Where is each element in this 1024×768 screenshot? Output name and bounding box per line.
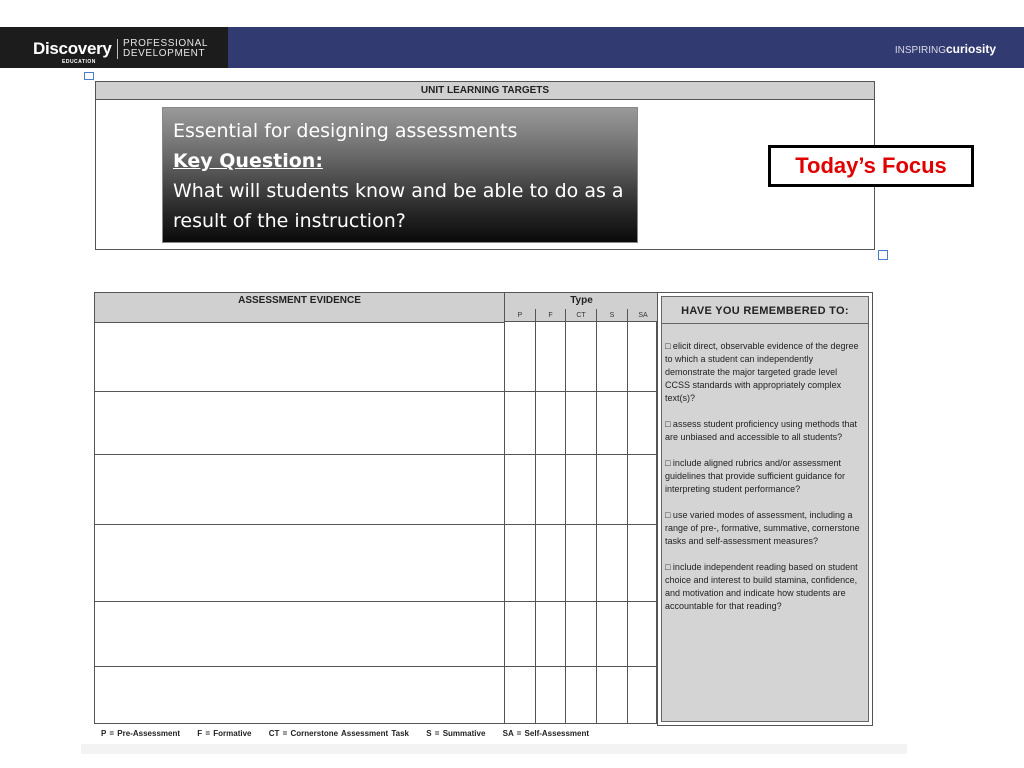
logo-pd-line1: PROFESSIONAL — [123, 38, 208, 49]
assessment-evidence-table — [94, 292, 657, 724]
header-banner — [0, 27, 1024, 68]
tagline — [895, 42, 996, 56]
table-row-divider — [95, 524, 656, 525]
reminders-panel — [657, 292, 873, 726]
unit-learning-targets-title: UNIT LEARNING TARGETS — [96, 82, 874, 100]
table-row-divider — [95, 454, 656, 455]
reminders-title: HAVE YOU REMEMBERED TO: — [681, 305, 849, 317]
table-col-divider — [535, 322, 536, 723]
table-col-divider — [504, 322, 505, 723]
reminder-item: □ use varied modes of assessment, including a range of pre-, formative, summative, cornerstone tasks and self-assessment measures? — [665, 510, 860, 546]
type-legend — [101, 729, 603, 738]
assessment-evidence-title: ASSESSMENT EVIDENCE — [95, 293, 505, 323]
reminder-item: □ include aligned rubrics and/or assessment guidelines that provide sufficient guidance for interpreting student performance? — [665, 458, 845, 494]
legend-item: S = Summative — [426, 729, 486, 738]
table-row-divider — [95, 601, 656, 602]
footer-strip — [81, 744, 907, 754]
key-question-label: Key Question: — [173, 150, 323, 172]
resize-handle-icon[interactable] — [878, 250, 888, 260]
callout-line1: Essential for designing assessments — [173, 120, 518, 142]
key-question-callout — [162, 107, 638, 243]
type-col-ct: CT — [566, 309, 597, 322]
type-col-sa: SA — [628, 309, 658, 322]
legend-item: CT = Cornerstone Assessment Task — [268, 729, 410, 738]
table-row-divider — [95, 666, 656, 667]
tagline-light: INSPIRING — [894, 45, 946, 56]
table-col-divider — [627, 322, 628, 723]
logo-wordmark: Discovery — [33, 39, 112, 58]
reminder-item: □ assess student proficiency using methods that are unbiased and accessible to all students? — [665, 419, 858, 442]
type-header: Type — [505, 293, 658, 310]
todays-focus-label: Today’s Focus — [768, 145, 974, 187]
logo-subtext: EDUCATION — [62, 59, 96, 65]
type-col-s: S — [597, 309, 628, 322]
logo-divider — [117, 39, 118, 59]
reminder-item: □ elicit direct, observable evidence of the degree to which a student can independently demonstrate the major targeted grade level CCSS standards with appropriately complex text(s)? — [665, 341, 859, 403]
callout-question: What will students know and be able to do as a result of the instruction? — [173, 180, 624, 232]
table-col-divider — [565, 322, 566, 723]
type-col-f: F — [536, 309, 566, 322]
table-row-divider — [95, 391, 656, 392]
legend-item: SA = Self-Assessment — [502, 729, 590, 738]
table-col-divider — [596, 322, 597, 723]
type-col-p: P — [505, 309, 536, 322]
logo-pd-line2: DEVELOPMENT — [123, 48, 206, 59]
discovery-logo — [0, 27, 228, 68]
tagline-bold: curiosity — [945, 42, 996, 56]
anchor-marker-icon — [84, 72, 94, 80]
reminder-item: □ include independent reading based on student choice and interest to build stamina, confidence, and motivation and indicate how students are accountable for that reading? — [665, 562, 858, 611]
logo-pd-text — [123, 39, 208, 59]
legend-item: P = Pre-Assessment — [101, 729, 181, 738]
legend-item: F = Formative — [197, 729, 252, 738]
